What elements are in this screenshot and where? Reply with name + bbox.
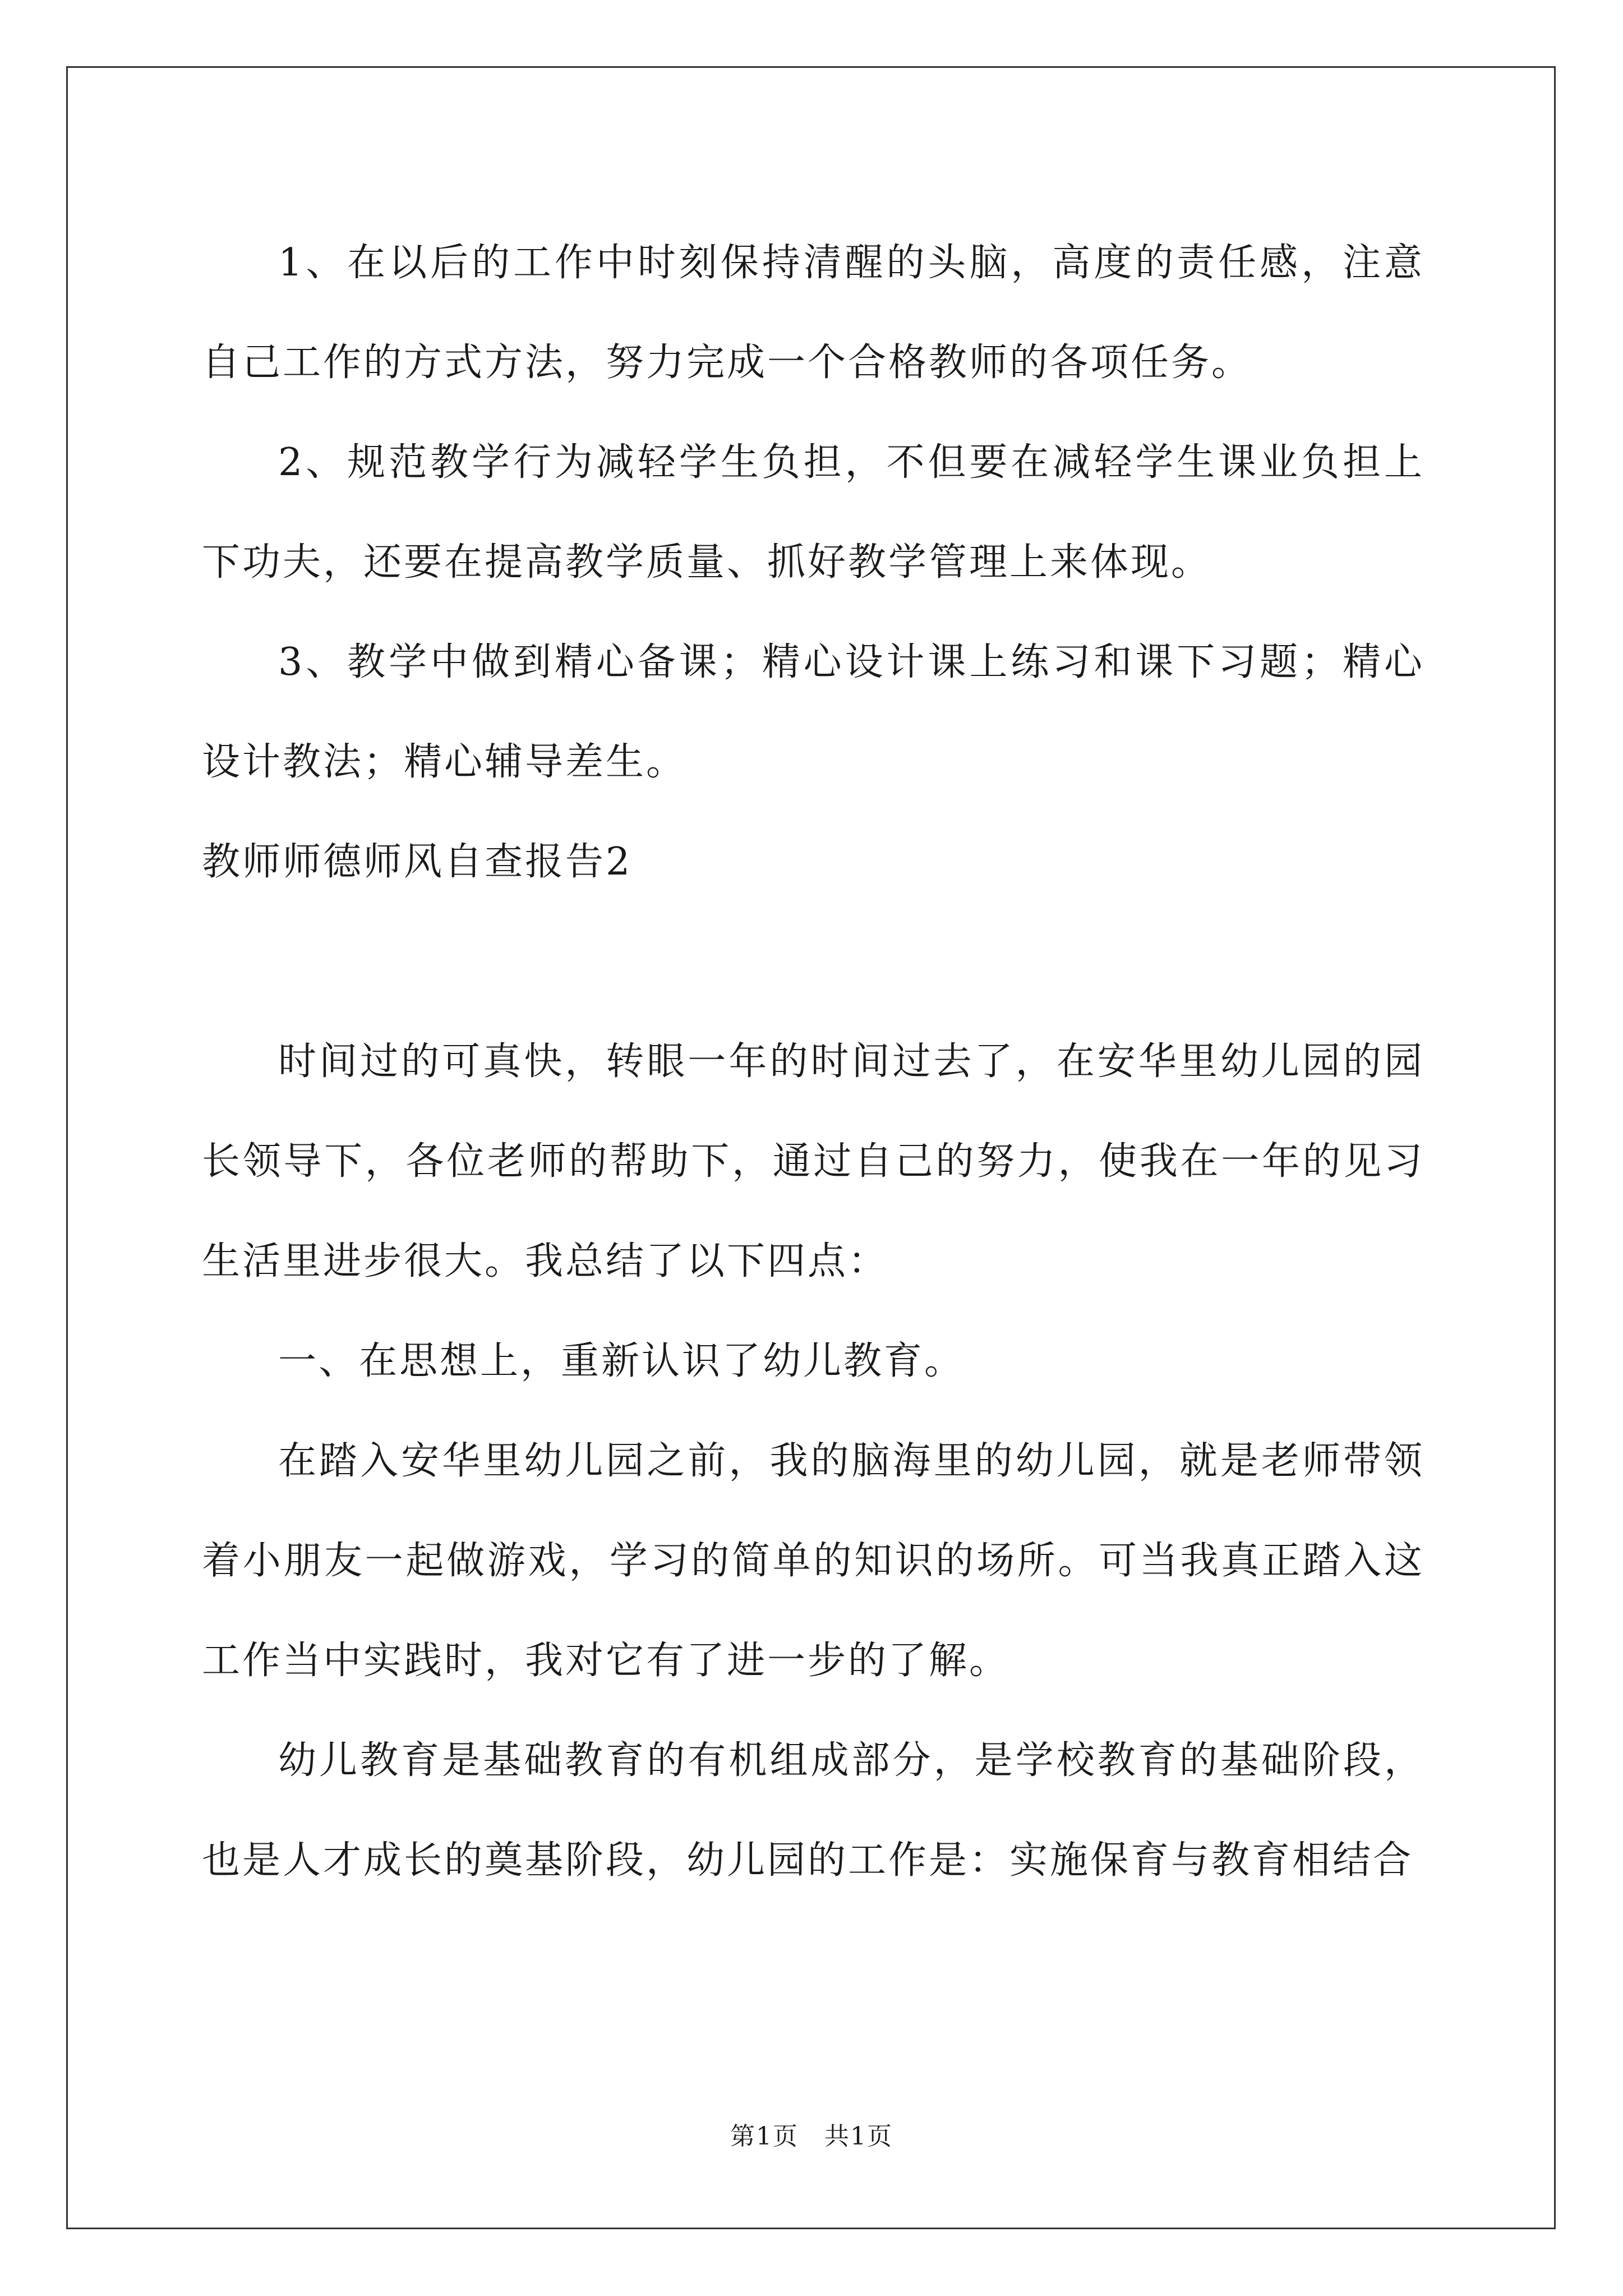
document-body (202, 213, 1424, 1911)
page-footer: 第1页 共1页 (730, 2122, 893, 2151)
paragraph-1: 1、在以后的工作中时刻保持清醒的头脑，高度的责任感，注意自己工作的方式方法，努力完成一个合格教师的各项任务。 (202, 241, 1424, 385)
paragraph-4: 时间过的可真快，转眼一年的时间过去了，在安华里幼儿园的园长领导下，各位老师的帮助下，通过自己的努力，使我在一年的见习生活里进步很大。我总结了以下四点： (202, 1039, 1424, 1283)
paragraph-2: 2、规范教学行为减轻学生负担，不但要在减轻学生课业负担上下功夫，还要在提高教学质量、抓好教学管理上来体现。 (202, 440, 1424, 585)
paragraph-5: 一、在思想上，重新认识了幼儿教育。 (278, 1339, 965, 1383)
paragraph-3: 3、教学中做到精心备课；精心设计课上练习和课下习题；精心设计教法；精心辅导差生。 (202, 640, 1424, 784)
paragraph-7: 幼儿教育是基础教育的有机组成部分，是学校教育的基础阶段，也是人才成长的奠基阶段，幼儿园的工作是：实施保育与教育相结合 (202, 1738, 1424, 1883)
paragraph-6: 在踏入安华里幼儿园之前，我的脑海里的幼儿园，就是老师带领着小朋友一起做游戏，学习的简单的知识的场所。可当我真正踏入这工作当中实践时，我对它有了进一步的了解。 (202, 1439, 1424, 1683)
section-heading: 教师师德师风自查报告2 (202, 840, 633, 884)
